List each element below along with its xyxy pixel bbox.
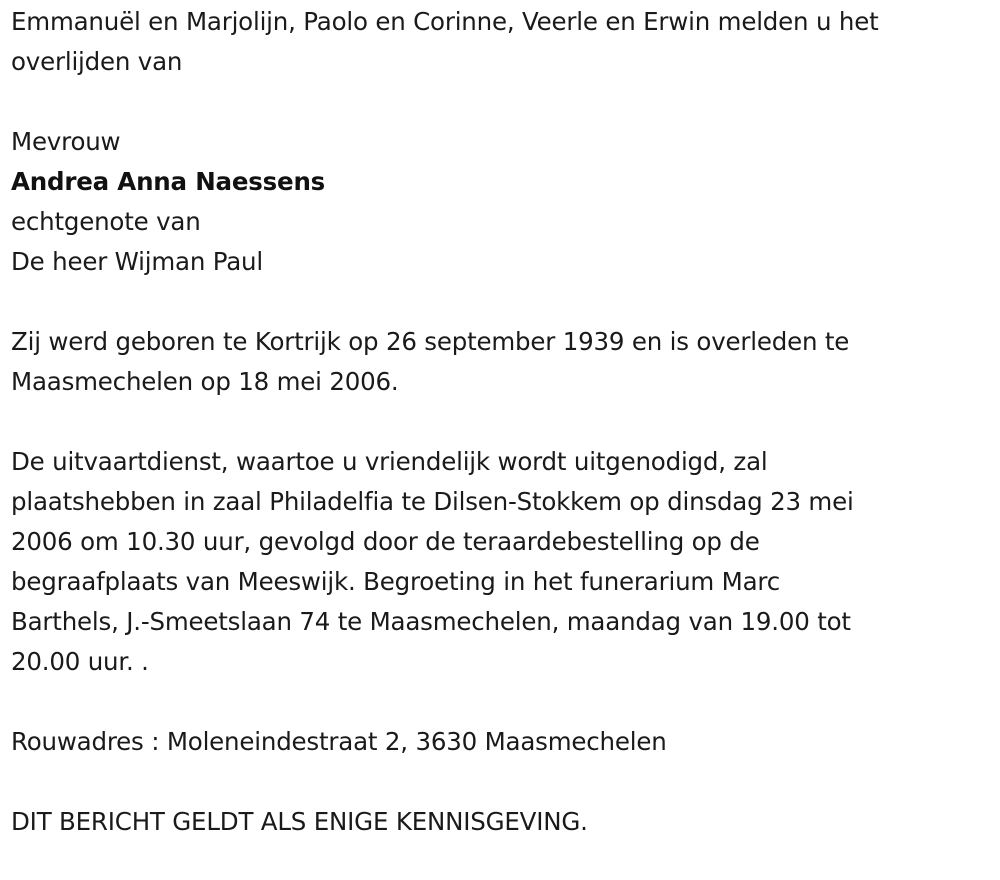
mourning-address: Rouwadres : Moleneindestraat 2, 3630 Maasmechelen <box>11 727 667 756</box>
funeral-service-paragraph: De uitvaartdienst, waartoe u vriendelijk wordt uitgenodigd, zal plaatshebben in zaal Philadelfia te Dilsen-Stokkem op dinsdag 23 mei 2006 om 10.30 uur, gevolgd door de teraardebestelling op de begraafplaats van Meeswijk. Begroeting in het funerarium Marc Barthels, J.-Smeetslaan 74 te Maasmechelen, maandag van 19.00 tot 20.00 uur. . <box>11 447 854 676</box>
spacer <box>11 82 986 122</box>
closing-statement: DIT BERICHT GELDT ALS ENIGE KENNISGEVING. <box>11 807 588 836</box>
deceased-name: Andrea Anna Naessens <box>11 167 326 196</box>
death-notice <box>11 2 986 842</box>
spacer <box>11 402 986 442</box>
spouse-name: De heer Wijman Paul <box>11 247 263 276</box>
title-text: Mevrouw <box>11 127 121 156</box>
relation-text: echtgenote van <box>11 207 201 236</box>
spacer <box>11 762 986 802</box>
birth-death-paragraph: Zij werd geboren te Kortrijk op 26 september 1939 en is overleden te Maasmechelen op 18 mei 2006. <box>11 327 850 396</box>
announcers-text: Emmanuël en Marjolijn, Paolo en Corinne, Veerle en Erwin melden u het overlijden van <box>11 7 879 76</box>
spacer <box>11 282 986 322</box>
spacer <box>11 682 986 722</box>
